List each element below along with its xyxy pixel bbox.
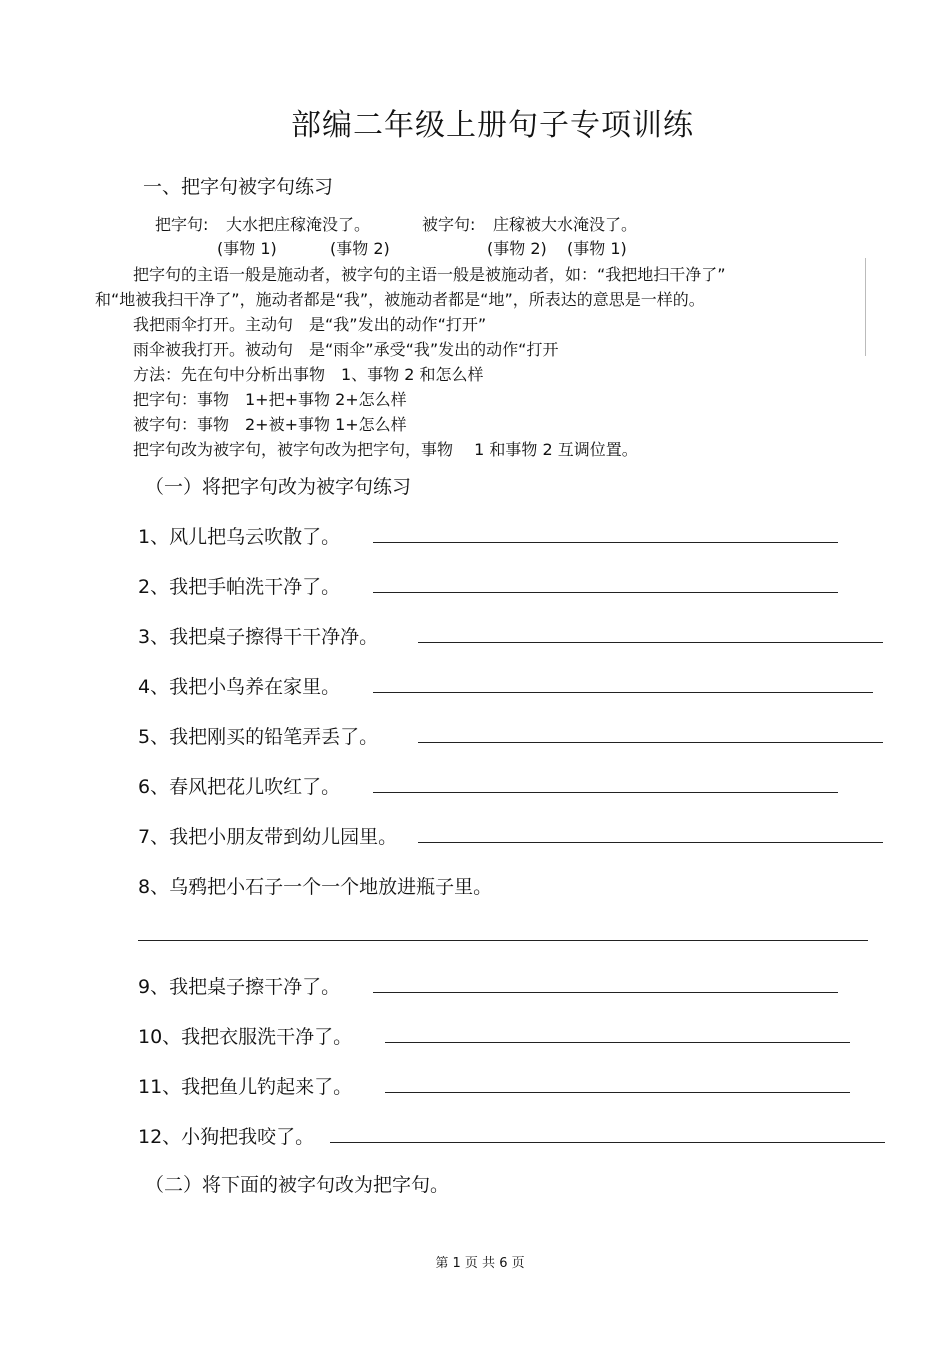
exercise-12: 12、小狗把我咬了。 bbox=[138, 1126, 315, 1148]
note-bei-thing1: (事物 1) bbox=[567, 239, 627, 258]
answer-line-1[interactable] bbox=[373, 542, 838, 543]
example-ba-sentence: 大水把庄稼淹没了。 bbox=[226, 215, 371, 234]
exercise-9: 9、我把桌子擦干净了。 bbox=[138, 976, 341, 998]
answer-line-10[interactable] bbox=[385, 1042, 850, 1043]
exercise-5: 5、我把刚买的铅笔弄丢了。 bbox=[138, 726, 379, 748]
example-bei-label: 被字句: bbox=[422, 215, 476, 234]
note-ba-thing1: (事物 1) bbox=[217, 239, 277, 258]
note-bei-thing2: (事物 2) bbox=[487, 239, 547, 258]
explanation-line-5: 方法：先在句中分析出事物 1、事物 2 和怎么样 bbox=[133, 365, 484, 384]
answer-line-6[interactable] bbox=[373, 792, 838, 793]
exercise-6: 6、春风把花儿吹红了。 bbox=[138, 776, 341, 798]
section-heading-1: 一、把字句被字句练习 bbox=[143, 176, 334, 198]
answer-line-2[interactable] bbox=[373, 592, 838, 593]
explanation-line-2: 和“地被我扫干净了”，施动者都是“我”，被施动者都是“地”，所表达的意思是一样的。 bbox=[95, 290, 705, 309]
part-2-heading: （二）将下面的被字句改为把字句。 bbox=[145, 1174, 450, 1196]
example-ba-label: 把字句: bbox=[155, 215, 209, 234]
exercise-2: 2、我把手帕洗干净了。 bbox=[138, 576, 341, 598]
answer-line-7[interactable] bbox=[418, 842, 883, 843]
answer-line-11[interactable] bbox=[385, 1092, 850, 1093]
page-title: 部编二年级上册句子专项训练 bbox=[291, 108, 694, 143]
explanation-line-6: 把字句：事物 1+把+事物 2+怎么样 bbox=[133, 390, 407, 409]
answer-line-9[interactable] bbox=[373, 992, 838, 993]
explanation-line-3: 我把雨伞打开。主动句 是“我”发出的动作“打开” bbox=[133, 315, 487, 334]
exercise-7: 7、我把小朋友带到幼儿园里。 bbox=[138, 826, 398, 848]
answer-line-3[interactable] bbox=[418, 642, 883, 643]
explanation-line-4: 雨伞被我打开。被动句 是“雨伞”承受“我”发出的动作“打开 bbox=[133, 340, 559, 359]
answer-line-12[interactable] bbox=[330, 1142, 885, 1143]
exercise-11: 11、我把鱼儿钓起来了。 bbox=[138, 1076, 353, 1098]
answer-line-5[interactable] bbox=[418, 742, 883, 743]
exercise-4: 4、我把小鸟养在家里。 bbox=[138, 676, 341, 698]
example-bei-sentence: 庄稼被大水淹没了。 bbox=[493, 215, 638, 234]
margin-rule bbox=[865, 258, 866, 356]
note-ba-thing2: (事物 2) bbox=[330, 239, 390, 258]
answer-line-4[interactable] bbox=[373, 692, 873, 693]
answer-line-8[interactable] bbox=[138, 940, 868, 941]
exercise-10: 10、我把衣服洗干净了。 bbox=[138, 1026, 353, 1048]
explanation-line-1: 把字句的主语一般是施动者，被字句的主语一般是被施动者，如：“我把地扫干净了” bbox=[133, 265, 726, 284]
explanation-line-8: 把字句改为被字句，被字句改为把字句，事物 1 和事物 2 互调位置。 bbox=[133, 440, 638, 459]
explanation-line-7: 被字句：事物 2+被+事物 1+怎么样 bbox=[133, 415, 407, 434]
exercise-8: 8、乌鸦把小石子一个一个地放进瓶子里。 bbox=[138, 876, 493, 898]
part-1-heading: （一）将把字句改为被字句练习 bbox=[145, 476, 412, 498]
exercise-3: 3、我把桌子擦得干干净净。 bbox=[138, 626, 379, 648]
page-footer: 第 1 页 共 6 页 bbox=[435, 1256, 525, 1271]
exercise-1: 1、风儿把乌云吹散了。 bbox=[138, 526, 341, 548]
